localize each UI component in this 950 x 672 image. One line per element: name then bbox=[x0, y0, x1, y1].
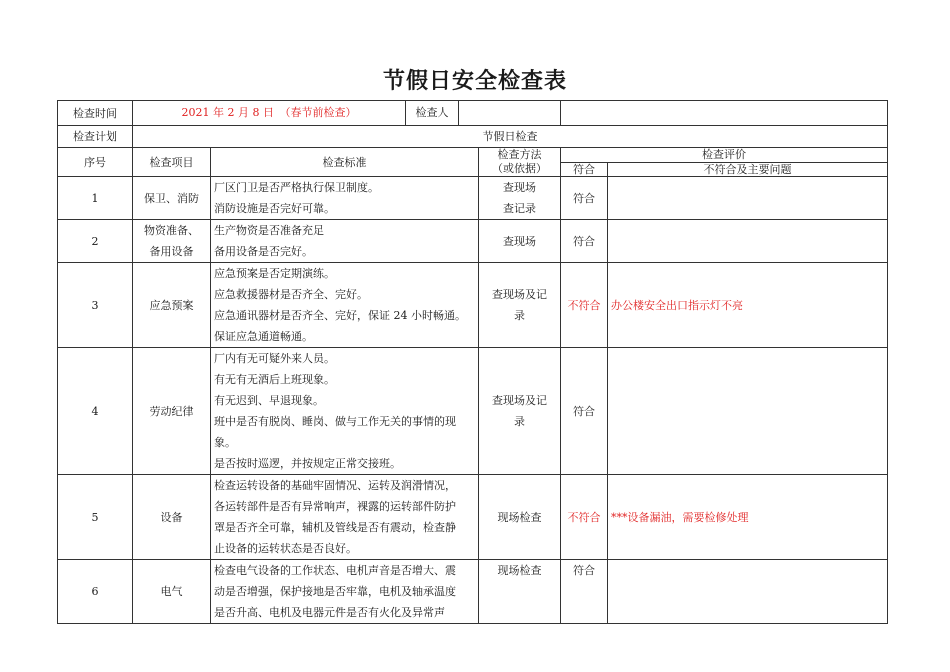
check-time-cell[interactable] bbox=[133, 101, 561, 126]
check-method bbox=[479, 348, 561, 475]
check-method-line: 查现场及记 bbox=[492, 394, 547, 407]
check-standard-line: 有无迟到、早退现象。 bbox=[214, 394, 324, 407]
check-standard-line: 象。 bbox=[214, 436, 236, 449]
row-check-time bbox=[58, 101, 888, 126]
check-item-line: 备用设备 bbox=[149, 245, 194, 258]
check-method-line: 录 bbox=[514, 309, 525, 322]
check-item bbox=[133, 263, 211, 348]
check-item-line: 设备 bbox=[160, 510, 183, 524]
check-plan-value: 节假日检查 bbox=[133, 126, 888, 148]
inspection-table bbox=[57, 100, 888, 624]
check-standard-line: 厂区门卫是否严格执行保卫制度。 bbox=[214, 181, 379, 194]
check-method bbox=[479, 263, 561, 348]
check-item-line: 保卫、消防 bbox=[144, 191, 199, 205]
check-item bbox=[133, 177, 211, 220]
check-item-line: 电气 bbox=[160, 585, 183, 598]
evaluation-result[interactable]: 符合 bbox=[561, 177, 608, 220]
check-standard-line: 应急预案是否定期演练。 bbox=[214, 267, 335, 280]
issue-description[interactable] bbox=[608, 348, 888, 475]
evaluation-result[interactable]: 符合 bbox=[561, 348, 608, 475]
inspector-field[interactable] bbox=[561, 101, 888, 126]
check-standard bbox=[211, 177, 479, 220]
check-method bbox=[479, 220, 561, 263]
col-header-item: 检查项目 bbox=[133, 148, 211, 177]
evaluation-result[interactable]: 不符合 bbox=[561, 263, 608, 348]
row-number: 5 bbox=[58, 475, 133, 560]
inspector-label: 检查人 bbox=[405, 101, 458, 125]
col-header-method-line1: 检查方法 bbox=[497, 148, 542, 161]
issue-description[interactable]: 办公楼安全出口指示灯不亮 bbox=[608, 263, 888, 348]
check-item bbox=[133, 220, 211, 263]
check-item bbox=[133, 560, 211, 624]
row-number: 1 bbox=[58, 177, 133, 220]
check-method-line: 查现场 bbox=[503, 181, 536, 194]
table-row bbox=[58, 177, 888, 220]
check-standard-line: 检查运转设备的基础牢固情况、运转及润滑情况， bbox=[214, 479, 456, 492]
check-item-line: 物资准备、 bbox=[144, 224, 199, 237]
check-standard bbox=[211, 348, 479, 475]
check-standard-line: 厂内有无可疑外来人员。 bbox=[214, 352, 335, 365]
check-standard-line: 是否升高、电机及电器元件是否有火化及异常声 bbox=[214, 606, 445, 619]
issue-description[interactable] bbox=[608, 560, 888, 624]
check-item bbox=[133, 348, 211, 475]
row-number: 4 bbox=[58, 348, 133, 475]
col-header-eval: 检查评价 bbox=[561, 148, 888, 163]
check-standard-line: 各运转部件是否有异常响声，裸露的运转部件防护 bbox=[214, 500, 456, 513]
evaluation-result[interactable]: 符合 bbox=[561, 560, 608, 624]
col-header-method-line2: （或依据） bbox=[492, 162, 547, 175]
table-row bbox=[58, 220, 888, 263]
check-method bbox=[479, 560, 561, 624]
row-check-plan bbox=[58, 126, 888, 148]
check-method-line: 查记录 bbox=[503, 202, 536, 215]
table-row bbox=[58, 348, 888, 475]
table-row bbox=[58, 560, 888, 624]
inspector-value[interactable] bbox=[458, 101, 560, 125]
check-standard-line: 动是否增强，保护接地是否牢靠，电机及轴承温度 bbox=[214, 585, 456, 598]
check-item-line: 应急预案 bbox=[149, 298, 194, 312]
check-standard-line: 应急救援器材是否齐全、完好。 bbox=[214, 288, 368, 301]
col-header-ok: 符合 bbox=[561, 162, 608, 177]
check-standard-line: 罩是否齐全可靠，辅机及管线是否有震动，检查静 bbox=[214, 521, 456, 534]
check-method-line: 现场检查 bbox=[497, 510, 542, 524]
issue-description[interactable] bbox=[608, 220, 888, 263]
col-header-issue: 不符合及主要问题 bbox=[608, 162, 888, 177]
evaluation-result[interactable]: 不符合 bbox=[561, 475, 608, 560]
check-method-line: 现场检查 bbox=[497, 564, 542, 577]
check-standard bbox=[211, 263, 479, 348]
check-standard-line: 止设备的运转状态是否良好。 bbox=[214, 542, 357, 555]
evaluation-result[interactable]: 符合 bbox=[561, 220, 608, 263]
check-standard bbox=[211, 560, 479, 624]
check-method-line: 录 bbox=[514, 415, 525, 428]
check-standard-line: 班中是否有脱岗、睡岗、做与工作无关的事情的现 bbox=[214, 415, 456, 428]
table-row bbox=[58, 475, 888, 560]
check-standard-line: 备用设备是否完好。 bbox=[214, 245, 313, 258]
check-time-label: 检查时间 bbox=[58, 101, 133, 126]
check-item-line: 劳动纪律 bbox=[149, 404, 194, 418]
header-row-1 bbox=[58, 148, 888, 163]
check-method bbox=[479, 475, 561, 560]
row-number: 2 bbox=[58, 220, 133, 263]
check-plan-label: 检查计划 bbox=[58, 126, 133, 148]
check-standard-line: 消防设施是否完好可靠。 bbox=[214, 202, 335, 215]
check-standard-line: 有无有无酒后上班现象。 bbox=[214, 373, 335, 386]
check-standard-line: 生产物资是否准备充足 bbox=[214, 224, 324, 237]
check-standard-line: 应急通讯器材是否齐全、完好，保证 24 小时畅通。 bbox=[214, 309, 466, 322]
check-standard bbox=[211, 220, 479, 263]
issue-description[interactable]: ***设备漏油，需要检修处理 bbox=[608, 475, 888, 560]
check-item bbox=[133, 475, 211, 560]
check-standard bbox=[211, 475, 479, 560]
check-method-line: 查现场及记 bbox=[492, 288, 547, 301]
check-standard-line: 检查电气设备的工作状态、电机声音是否增大、震 bbox=[214, 564, 456, 577]
issue-description[interactable] bbox=[608, 177, 888, 220]
check-time-value: 2021 年 2 月 8 日 （春节前检查） bbox=[181, 106, 357, 119]
check-standard-line: 保证应急通道畅通。 bbox=[214, 330, 313, 343]
check-method-line: 查现场 bbox=[503, 234, 536, 248]
table-row bbox=[58, 263, 888, 348]
col-header-no: 序号 bbox=[58, 148, 133, 177]
page-title: 节假日安全检查表 bbox=[382, 69, 567, 94]
col-header-method bbox=[479, 148, 561, 177]
col-header-standard: 检查标准 bbox=[211, 148, 479, 177]
row-number: 6 bbox=[58, 560, 133, 624]
check-method bbox=[479, 177, 561, 220]
row-number: 3 bbox=[58, 263, 133, 348]
check-standard-line: 是否按时巡逻，并按规定正常交接班。 bbox=[214, 457, 401, 470]
